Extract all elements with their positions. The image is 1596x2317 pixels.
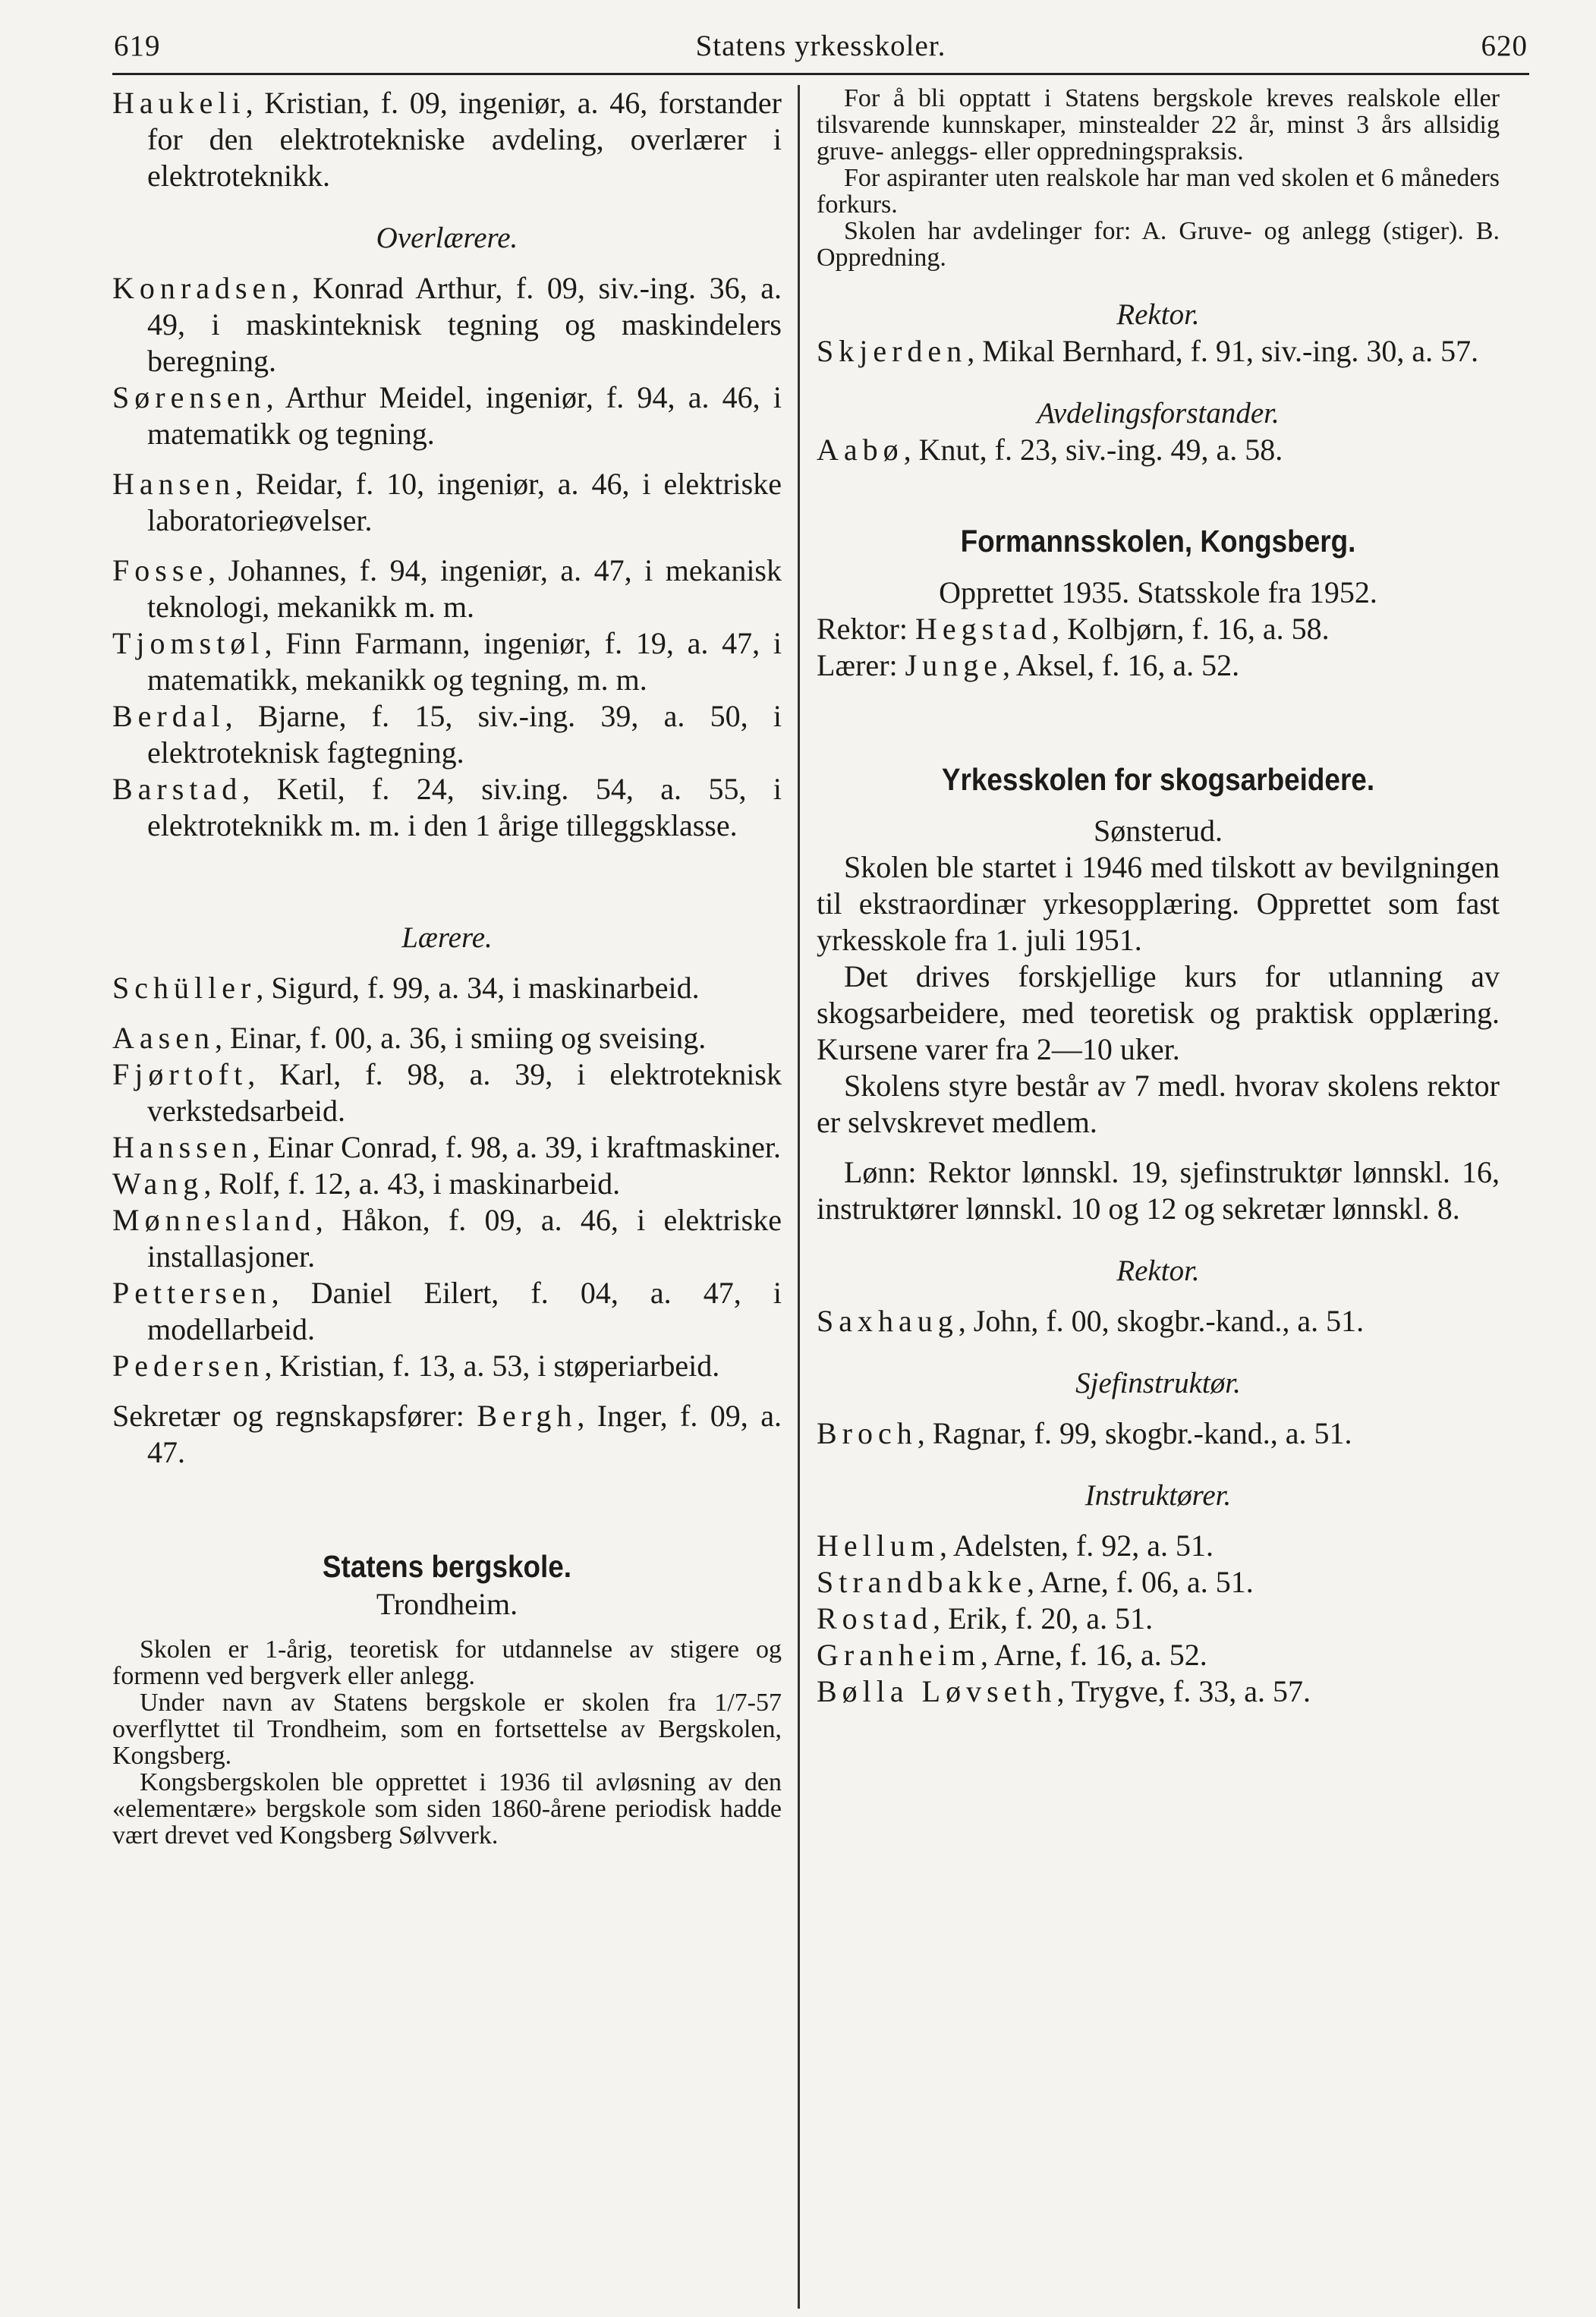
bergskole-para-5: For aspiranter uten realskole har man ved skolen et 6 måneders forkurs. <box>817 164 1500 219</box>
entry-name: Wang <box>112 1166 204 1201</box>
formann-rektor <box>817 611 1500 647</box>
entry-granheim <box>817 1637 1500 1673</box>
entry-text: , Kristian, f. 09, ingeniør, a. 46, forstander for den elektrotekniske avdeling, overlærer i elektroteknikk. <box>147 86 782 193</box>
entry-text: , Knut, f. 23, siv.-ing. 49, a. 58. <box>903 433 1283 467</box>
entry-name: Skjerden <box>817 334 968 368</box>
running-title: Statens yrkesskoler. <box>695 29 946 62</box>
formann-laerer <box>817 647 1500 684</box>
entry-text: , Karl, f. 98, a. 39, i elektroteknisk verkstedsarbeid. <box>147 1057 782 1128</box>
header-rule <box>112 73 1529 75</box>
entry-text: , Kolbjørn, f. 16, a. 58. <box>1052 612 1330 646</box>
entry-tjomstol <box>112 625 782 698</box>
rektor-label: Rektor: <box>817 612 915 646</box>
entry-text: , John, f. 00, skogbr.-kand., a. 51. <box>958 1304 1365 1338</box>
bergskole-para-4: For å bli opptatt i Statens bergskole kreves realskole eller tilsvarende kunnskaper, minstealder 22 år, minst 3 års allsidig gruve- anleggs- eller oppredningspraksis. <box>817 84 1500 165</box>
entry-name: Mønnesland <box>112 1203 316 1237</box>
entry-text: , Inger, f. 09, a. 47. <box>147 1399 782 1469</box>
entry-text: , Konrad Arthur, f. 09, siv.-ing. 36, a. 49, i maskinteknisk tegning og maskindelers beregning. <box>147 271 782 378</box>
entry-name: Aasen <box>112 1021 215 1055</box>
entry-skjerden <box>817 333 1500 370</box>
entry-text: , Ketil, f. 24, siv.ing. 54, a. 55, i elektroteknikk m. m. i den 1 årige tilleggsklasse. <box>147 772 782 842</box>
entry-rostad <box>817 1601 1500 1637</box>
entry-text: , Adelsten, f. 92, a. 51. <box>939 1528 1214 1563</box>
heading-rektor: Rektor. <box>1116 298 1200 331</box>
entry-pettersen <box>112 1275 782 1348</box>
entry-barstad <box>112 771 782 844</box>
heading-skog-rektor: Rektor. <box>1116 1255 1200 1287</box>
entry-name: Bergh <box>477 1399 578 1433</box>
entry-name: Tjomstøl <box>112 626 265 660</box>
entry-aasen <box>112 1020 782 1056</box>
entry-text: , Einar Conrad, f. 98, a. 39, i kraftmaskiner. <box>252 1130 782 1164</box>
entry-name: Berdal <box>112 699 225 733</box>
skog-para-3: Skolens styre består av 7 medl. hvorav skolens rektor er selvskrevet medlem. <box>817 1069 1500 1139</box>
heading-laerere: Lærere. <box>401 921 493 954</box>
bergskole-para-6: Skolen har avdelinger for: A. Gruve- og anlegg (stiger). B. Oppredning. <box>817 217 1500 272</box>
bergskole-para-3: Kongsbergskolen ble opprettet i 1936 til avløsning av den «elementære» bergskole som siden 1860-årene periodisk hadde vært drevet ved Kongsberg Sølvverk. <box>112 1768 782 1850</box>
entry-name: Hansen <box>112 467 235 501</box>
entry-text: , Einar, f. 00, a. 36, i smiing og sveising. <box>214 1021 707 1055</box>
entry-aabo <box>817 432 1500 468</box>
entry-hansen <box>112 466 782 539</box>
entry-name: Fosse <box>112 553 209 587</box>
entry-text: , Aksel, f. 16, a. 52. <box>1002 648 1240 682</box>
entry-schuller <box>112 970 782 1006</box>
skog-para-4: Lønn: Rektor lønnskl. 19, sjefinstruktør lønnskl. 16, instruktører lønnskl. 10 og 12 og sekretær lønnskl. 8. <box>817 1155 1500 1226</box>
entry-name: Sørensen <box>112 380 266 414</box>
entry-sorensen <box>112 379 782 452</box>
entry-text: , Daniel Eilert, f. 04, a. 47, i modellarbeid. <box>147 1276 782 1346</box>
entry-fosse <box>112 552 782 625</box>
bergskole-para-2: Under navn av Statens bergskole er skolen fra 1/7-57 overflyttet til Trondheim, som en fortsettelse av Bergskolen, Kongsberg. <box>112 1689 782 1770</box>
heading-sjefinstruktor: Sjefinstruktør. <box>1075 1367 1241 1399</box>
entry-bolla-lovseth <box>817 1673 1500 1710</box>
heading-formannsskolen: Formannsskolen, Kongsberg. <box>960 524 1356 559</box>
entry-text: , Trygve, f. 33, a. 57. <box>1056 1674 1311 1708</box>
entry-pedersen <box>112 1348 782 1384</box>
entry-text: , Reidar, f. 10, ingeniør, a. 46, i elektriske laboratorieøvelser. <box>147 467 782 537</box>
sekretaer-label: Sekretær og regnskapsfører: <box>112 1399 477 1433</box>
entry-name: Bølla Løvseth <box>817 1674 1057 1708</box>
entry-text: , Sigurd, f. 99, a. 34, i maskinarbeid. <box>256 971 700 1005</box>
entry-wang <box>112 1166 782 1202</box>
entry-name: Hanssen <box>112 1130 253 1164</box>
entry-broch <box>817 1415 1500 1452</box>
entry-berdal <box>112 698 782 771</box>
entry-text: , Mikal Bernhard, f. 91, siv.-ing. 30, a. 57. <box>967 334 1479 368</box>
right-column <box>817 85 1500 1710</box>
entry-konradsen <box>112 270 782 379</box>
entry-name: Granheim <box>817 1638 981 1672</box>
entry-name: Fjørtoft <box>112 1057 248 1091</box>
entry-name: Pedersen <box>112 1349 265 1383</box>
column-divider <box>798 85 800 2309</box>
entry-hanssen <box>112 1129 782 1166</box>
entry-text: , Bjarne, f. 15, siv.-ing. 39, a. 50, i elektroteknisk fagtegning. <box>147 699 782 770</box>
entry-text: , Kristian, f. 13, a. 53, i støperiarbeid. <box>264 1349 720 1383</box>
laerer-label: Lærer: <box>817 648 905 682</box>
entry-text: , Arne, f. 06, a. 51. <box>1026 1565 1254 1599</box>
entry-monnesland <box>112 1202 782 1275</box>
page-number-left: 619 <box>114 29 161 62</box>
formann-opprettet: Opprettet 1935. Statsskole fra 1952. <box>939 575 1377 609</box>
bergskole-place: Trondheim. <box>376 1587 518 1621</box>
skog-place: Sønsterud. <box>1094 814 1223 848</box>
entry-name: Schüller <box>112 971 257 1005</box>
entry-name: Barstad <box>112 772 243 806</box>
entry-name: Konradsen <box>112 271 292 305</box>
skog-para-2: Det drives forskjellige kurs for utlanning av skogsarbeidere, med teoretisk og praktisk opplæring. Kursene varer fra 2—10 uker. <box>817 959 1500 1066</box>
skog-para-1: Skolen ble startet i 1946 med tilskott av bevilgningen til ekstraordinær yrkesopplæring. Opprettet som fast yrkesskole fra 1. juli 1951. <box>817 850 1500 957</box>
entry-text: , Arne, f. 16, a. 52. <box>980 1638 1207 1672</box>
entry-name: Saxhaug <box>817 1304 959 1338</box>
entry-strandbakke <box>817 1564 1500 1601</box>
heading-statens-bergskole: Statens bergskole. <box>322 1549 572 1584</box>
entry-fjortoft <box>112 1056 782 1129</box>
entry-text: , Rolf, f. 12, a. 43, i maskinarbeid. <box>203 1166 621 1201</box>
entry-name: Junge <box>905 648 1003 682</box>
entry-name: Aabø <box>817 433 904 467</box>
page-number-right: 620 <box>1481 29 1528 62</box>
entry-text: , Ragnar, f. 99, skogbr.-kand., a. 51. <box>917 1416 1352 1450</box>
left-column <box>112 85 782 1849</box>
entry-text: , Erik, f. 20, a. 51. <box>933 1601 1154 1635</box>
heading-overlaerere: Overlærere. <box>376 222 518 254</box>
entry-name: Haukeli <box>112 86 246 120</box>
entry-hellum <box>817 1528 1500 1564</box>
entry-name: Rostad <box>817 1601 933 1635</box>
entry-name: Hellum <box>817 1528 940 1563</box>
entry-sekretaer <box>112 1398 782 1471</box>
heading-yrkesskolen-skog: Yrkesskolen for skogsarbeidere. <box>941 762 1375 797</box>
entry-name: Broch <box>817 1416 918 1450</box>
heading-instruktorer: Instruktører. <box>1084 1479 1232 1512</box>
bergskole-para-1: Skolen er 1-årig, teoretisk for utdannelse av stigere og formenn ved bergverk eller anlegg. <box>112 1635 782 1690</box>
entry-name: Strandbakke <box>817 1565 1027 1599</box>
entry-haukeli <box>112 85 782 194</box>
entry-text: , Arthur Meidel, ingeniør, f. 94, a. 46, i matematikk og tegning. <box>147 380 782 451</box>
entry-saxhaug <box>817 1303 1500 1340</box>
page-header <box>114 23 1528 68</box>
entry-text: , Finn Farmann, ingeniør, f. 19, a. 47, i matematikk, mekanikk og tegning, m. m. <box>147 626 782 697</box>
entry-name: Pettersen <box>112 1276 272 1310</box>
heading-avdelingsforstander: Avdelingsforstander. <box>1037 397 1280 430</box>
entry-name: Hegstad <box>914 612 1053 646</box>
entry-text: , Johannes, f. 94, ingeniør, a. 47, i mekanisk teknologi, mekanikk m. m. <box>147 553 782 624</box>
entry-text: , Håkon, f. 09, a. 46, i elektriske installasjoner. <box>147 1203 782 1273</box>
